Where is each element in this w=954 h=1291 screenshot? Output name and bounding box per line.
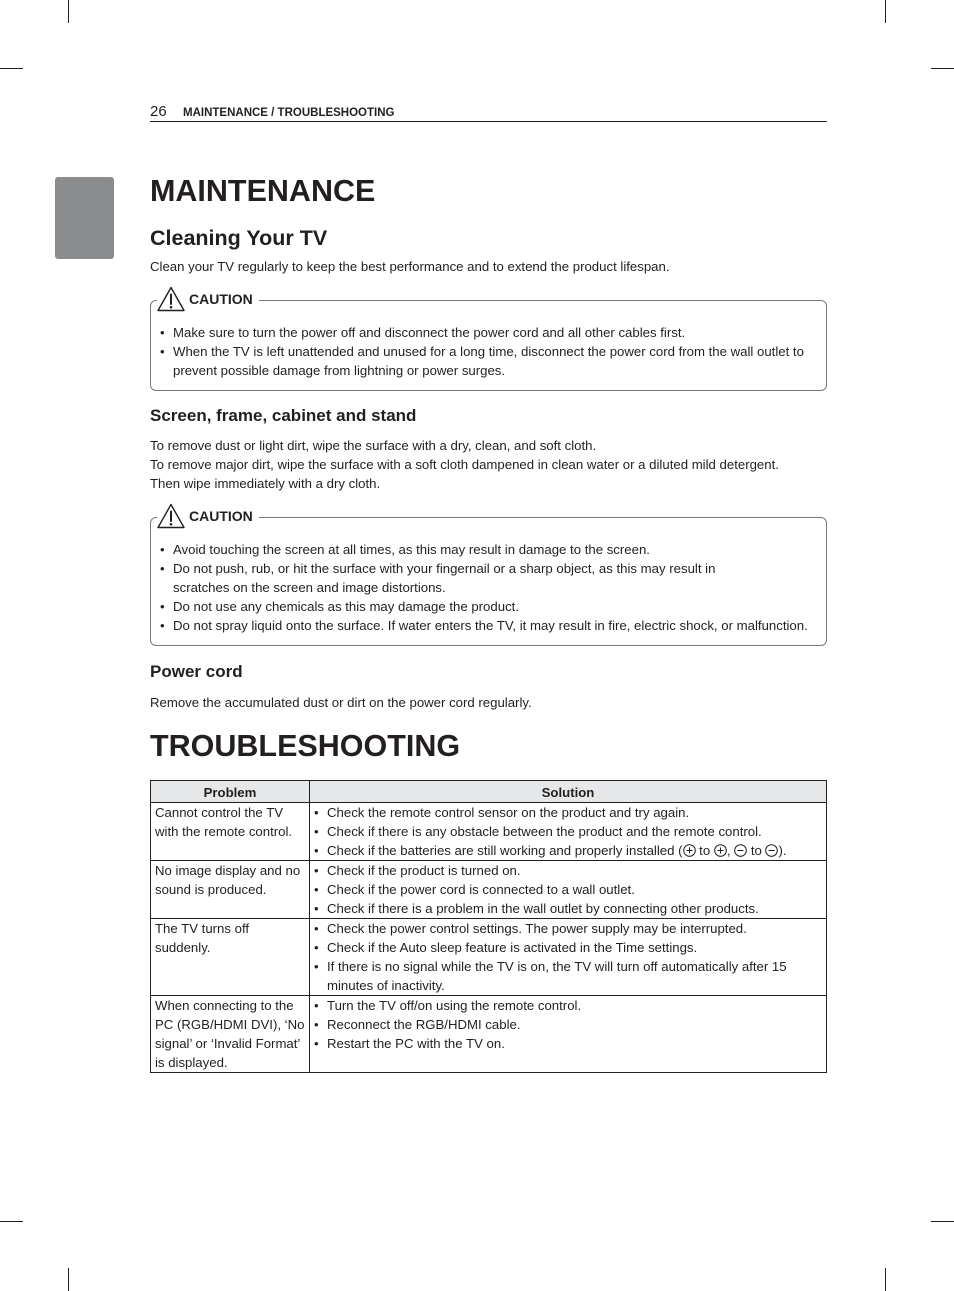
solution-item: • Check if the product is turned on. [314, 861, 822, 880]
battery-text: to [695, 843, 714, 858]
table-row [151, 919, 827, 996]
solution-item: • Check the power control settings. The power supply may be interrupted. [314, 919, 822, 938]
crop-mark [68, 1268, 69, 1291]
solution-cell [310, 919, 827, 996]
caution-item: • Make sure to turn the power off and disconnect the power cord and all other cables first. [160, 323, 808, 342]
problem-cell: The TV turns off suddenly. [151, 919, 310, 996]
solution-item: • Check if there is any obstacle between the product and the remote control. [314, 822, 822, 841]
table-row [151, 996, 827, 1073]
solution-item-batteries [314, 841, 822, 860]
language-label: ENGLISH [125, 185, 140, 251]
problem-cell: No image display and no sound is produced. [151, 861, 310, 919]
solution-cell [310, 803, 827, 861]
crop-mark [0, 68, 23, 69]
battery-plus-icon [714, 844, 727, 857]
maintenance-heading: MAINTENANCE [150, 174, 376, 208]
battery-text: to [747, 843, 766, 858]
caution-item: • Do not push, rub, or hit the surface with your fingernail or a sharp object, as this may result in scratches on the screen and image distortions. [160, 559, 808, 597]
table-header-row [151, 781, 827, 803]
language-side-tab [55, 177, 140, 259]
battery-minus-icon [765, 844, 778, 857]
crop-mark [68, 0, 69, 23]
caution-label: CAUTION [189, 291, 253, 307]
power-cord-text: Remove the accumulated dust or dirt on the power cord regularly. [150, 695, 532, 710]
column-header-problem: Problem [151, 781, 310, 803]
solution-item: • Check the remote control sensor on the product and try again. [314, 803, 822, 822]
solution-item: • Reconnect the RGB/HDMI cable. [314, 1015, 822, 1034]
troubleshooting-heading: TROUBLESHOOTING [150, 729, 461, 763]
crop-mark [885, 0, 886, 23]
table-row [151, 861, 827, 919]
warning-icon [157, 286, 185, 312]
caution-label: CAUTION [189, 508, 253, 524]
crop-mark [0, 1221, 23, 1222]
cleaning-heading: Cleaning Your TV [150, 226, 328, 250]
caution-box-cleaning [150, 291, 827, 391]
solution-list [314, 861, 822, 918]
solution-item: • If there is no signal while the TV is on, the TV will turn off automatically after 15 minutes of inactivity. [314, 957, 822, 995]
problem-cell: Cannot control the TV with the remote control. [151, 803, 310, 861]
crop-mark [931, 1221, 954, 1222]
caution-item: • Do not use any chemicals as this may damage the product. [160, 597, 808, 616]
solution-list [314, 919, 822, 995]
crop-mark [885, 1268, 886, 1291]
table-row [151, 803, 827, 861]
troubleshooting-table [150, 780, 827, 1073]
battery-minus-icon [734, 844, 747, 857]
page-number: 26 [150, 103, 167, 120]
caution-list [160, 323, 808, 380]
solution-item: • Check if the power cord is connected to a wall outlet. [314, 880, 822, 899]
cleaning-intro: Clean your TV regularly to keep the best performance and to extend the product lifespan. [150, 259, 670, 274]
running-header [150, 104, 827, 122]
screen-text-2: To remove major dirt, wipe the surface with a soft cloth dampened in clean water or a diluted mild detergent. Then wipe immediately with a dry cloth. [150, 457, 779, 491]
page-content [150, 170, 827, 1073]
solution-list [314, 996, 822, 1053]
crop-mark [931, 68, 954, 69]
solution-cell [310, 996, 827, 1073]
caution-item: • When the TV is left unattended and unused for a long time, disconnect the power cord from the wall outlet to prevent possible damage from lightning or power surges. [160, 342, 808, 380]
screen-heading: Screen, frame, cabinet and stand [150, 406, 417, 425]
battery-text: , [726, 843, 735, 858]
screen-text-1: To remove dust or light dirt, wipe the surface with a dry, clean, and soft cloth. [150, 438, 597, 453]
solution-list [314, 803, 822, 860]
solution-item: • Restart the PC with the TV on. [314, 1034, 822, 1053]
section-title: MAINTENANCE / TROUBLESHOOTING [183, 107, 395, 119]
warning-icon [157, 503, 185, 529]
caution-header [157, 286, 259, 312]
column-header-solution: Solution [310, 781, 827, 803]
caution-header [157, 503, 259, 529]
caution-box-screen [150, 508, 827, 646]
solution-item: • Turn the TV off/on using the remote control. [314, 996, 822, 1015]
power-cord-heading: Power cord [150, 662, 243, 681]
battery-text: ). [778, 843, 787, 858]
battery-plus-icon [683, 844, 696, 857]
problem-cell: When connecting to the PC (RGB/HDMI DVI), ‘No signal’ or ‘Invalid Format’ is displayed. [151, 996, 310, 1073]
solution-item: • Check if the Auto sleep feature is activated in the Time settings. [314, 938, 822, 957]
battery-text: Check if the batteries are still working and properly installed ( [327, 843, 683, 858]
caution-item: • Avoid touching the screen at all times, as this may result in damage to the screen. [160, 540, 808, 559]
solution-item: • Check if there is a problem in the wall outlet by connecting other products. [314, 899, 822, 918]
solution-cell [310, 861, 827, 919]
caution-list [160, 540, 808, 635]
caution-item: • Do not spray liquid onto the surface. If water enters the TV, it may result in fire, electric shock, or malfunction. [160, 616, 808, 635]
